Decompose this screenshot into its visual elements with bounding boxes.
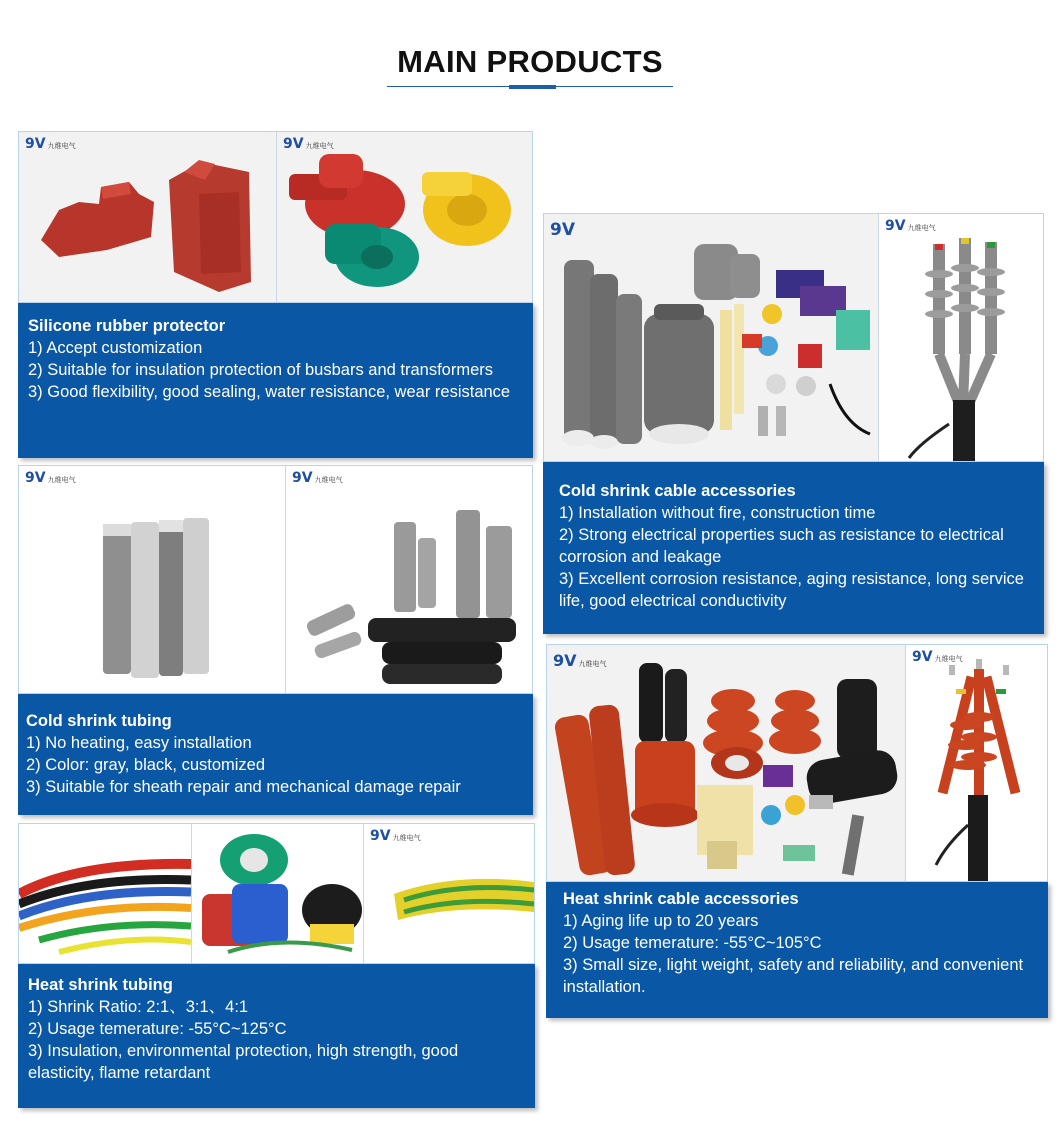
brand-logo: 9V 九维电气	[25, 470, 76, 486]
feature-line: 2) Color: gray, black, customized	[26, 756, 266, 774]
feature-line: 2) Usage temerature: -55°C~125°C	[28, 1020, 287, 1038]
product-photo	[19, 132, 276, 302]
feature-line: 1) Aging life up to 20 years	[563, 912, 759, 930]
product-photo	[276, 132, 533, 302]
product-title: Silicone rubber protector	[28, 317, 226, 335]
product-card-heat-shrink-accessories	[546, 882, 1048, 1018]
product-photo	[363, 824, 535, 963]
cold-shrink-accessories-images	[543, 213, 1044, 462]
brand-logo: 9V 九维电气	[553, 651, 607, 670]
feature-line: 2) Strong electrical properties such as resistance to electrical corrosion and leakage	[559, 526, 1004, 566]
feature-line: 2) Suitable for insulation protection of busbars and transformers	[28, 361, 493, 379]
feature-line: 1) Installation without fire, construction time	[559, 504, 876, 522]
feature-line: 1) Shrink Ratio: 2:1、3:1、4:1	[28, 998, 249, 1016]
product-photo	[905, 645, 1048, 881]
brand-logo: 9V 九维电气	[912, 649, 963, 665]
product-title: Heat shrink cable accessories	[563, 890, 799, 908]
brand-logo: 9V 九维电气	[885, 218, 936, 234]
cold-shrink-tubing-images	[18, 465, 533, 694]
feature-line: 3) Good flexibility, good sealing, water resistance, wear resistance	[28, 383, 511, 401]
feature-line: 2) Usage temerature: -55°C~105°C	[563, 934, 822, 952]
colored-tubes-illustration	[19, 824, 191, 963]
brand-logo: 9V 九维电气	[370, 828, 421, 844]
product-card-heat-shrink-tubing	[18, 964, 535, 1108]
cold-shrink-kit-illustration	[544, 214, 878, 461]
insulation-caps-illustration	[277, 132, 533, 302]
product-card-silicone-protector	[18, 303, 533, 458]
brand-logo: 9V 九维电气	[292, 470, 343, 486]
page-title: MAIN PRODUCTS	[397, 44, 663, 79]
title-underline-accent	[509, 85, 556, 89]
product-photo	[878, 214, 1044, 461]
busbar-cover-illustration	[19, 132, 276, 302]
product-title: Heat shrink tubing	[28, 976, 173, 994]
feature-line: 3) Excellent corrosion resistance, aging resistance, long service life, good electrical conductivity	[559, 570, 1024, 610]
tube-rolls-illustration	[192, 824, 364, 963]
heat-shrink-kit-illustration	[547, 645, 905, 881]
brand-logo: 9V 九维电气	[283, 136, 334, 152]
feature-line: 3) Suitable for sheath repair and mechanical damage repair	[26, 778, 461, 796]
heat-shrink-termination-illustration	[906, 645, 1048, 881]
feature-line: 3) Small size, light weight, safety and reliability, and convenient installation.	[563, 956, 1024, 996]
feature-line: 3) Insulation, environmental protection, high strength, good elasticity, flame retardant	[28, 1042, 459, 1082]
product-photo	[19, 824, 191, 963]
product-photo	[191, 824, 364, 963]
tubing-rolls-illustration	[19, 466, 285, 693]
cold-shrink-kits-illustration	[286, 466, 533, 693]
product-card-cold-shrink-tubing	[18, 694, 533, 815]
feature-line: 1) Accept customization	[28, 339, 203, 357]
yellow-green-tube-illustration	[364, 824, 535, 963]
product-card-cold-shrink-accessories	[543, 462, 1044, 634]
heat-shrink-accessories-images	[546, 644, 1048, 882]
product-photo	[285, 466, 533, 693]
product-photo	[19, 466, 285, 693]
silicone-protector-images	[18, 131, 533, 303]
brand-logo: 9V 九维电气	[25, 136, 76, 152]
feature-line: 1) No heating, easy installation	[26, 734, 252, 752]
product-photo	[547, 645, 905, 881]
product-title: Cold shrink tubing	[26, 712, 172, 730]
heat-shrink-tubing-images	[18, 823, 535, 964]
product-title: Cold shrink cable accessories	[559, 482, 796, 500]
cold-shrink-termination-illustration	[879, 214, 1044, 461]
brand-logo: 9V	[550, 220, 575, 240]
product-photo	[544, 214, 878, 461]
